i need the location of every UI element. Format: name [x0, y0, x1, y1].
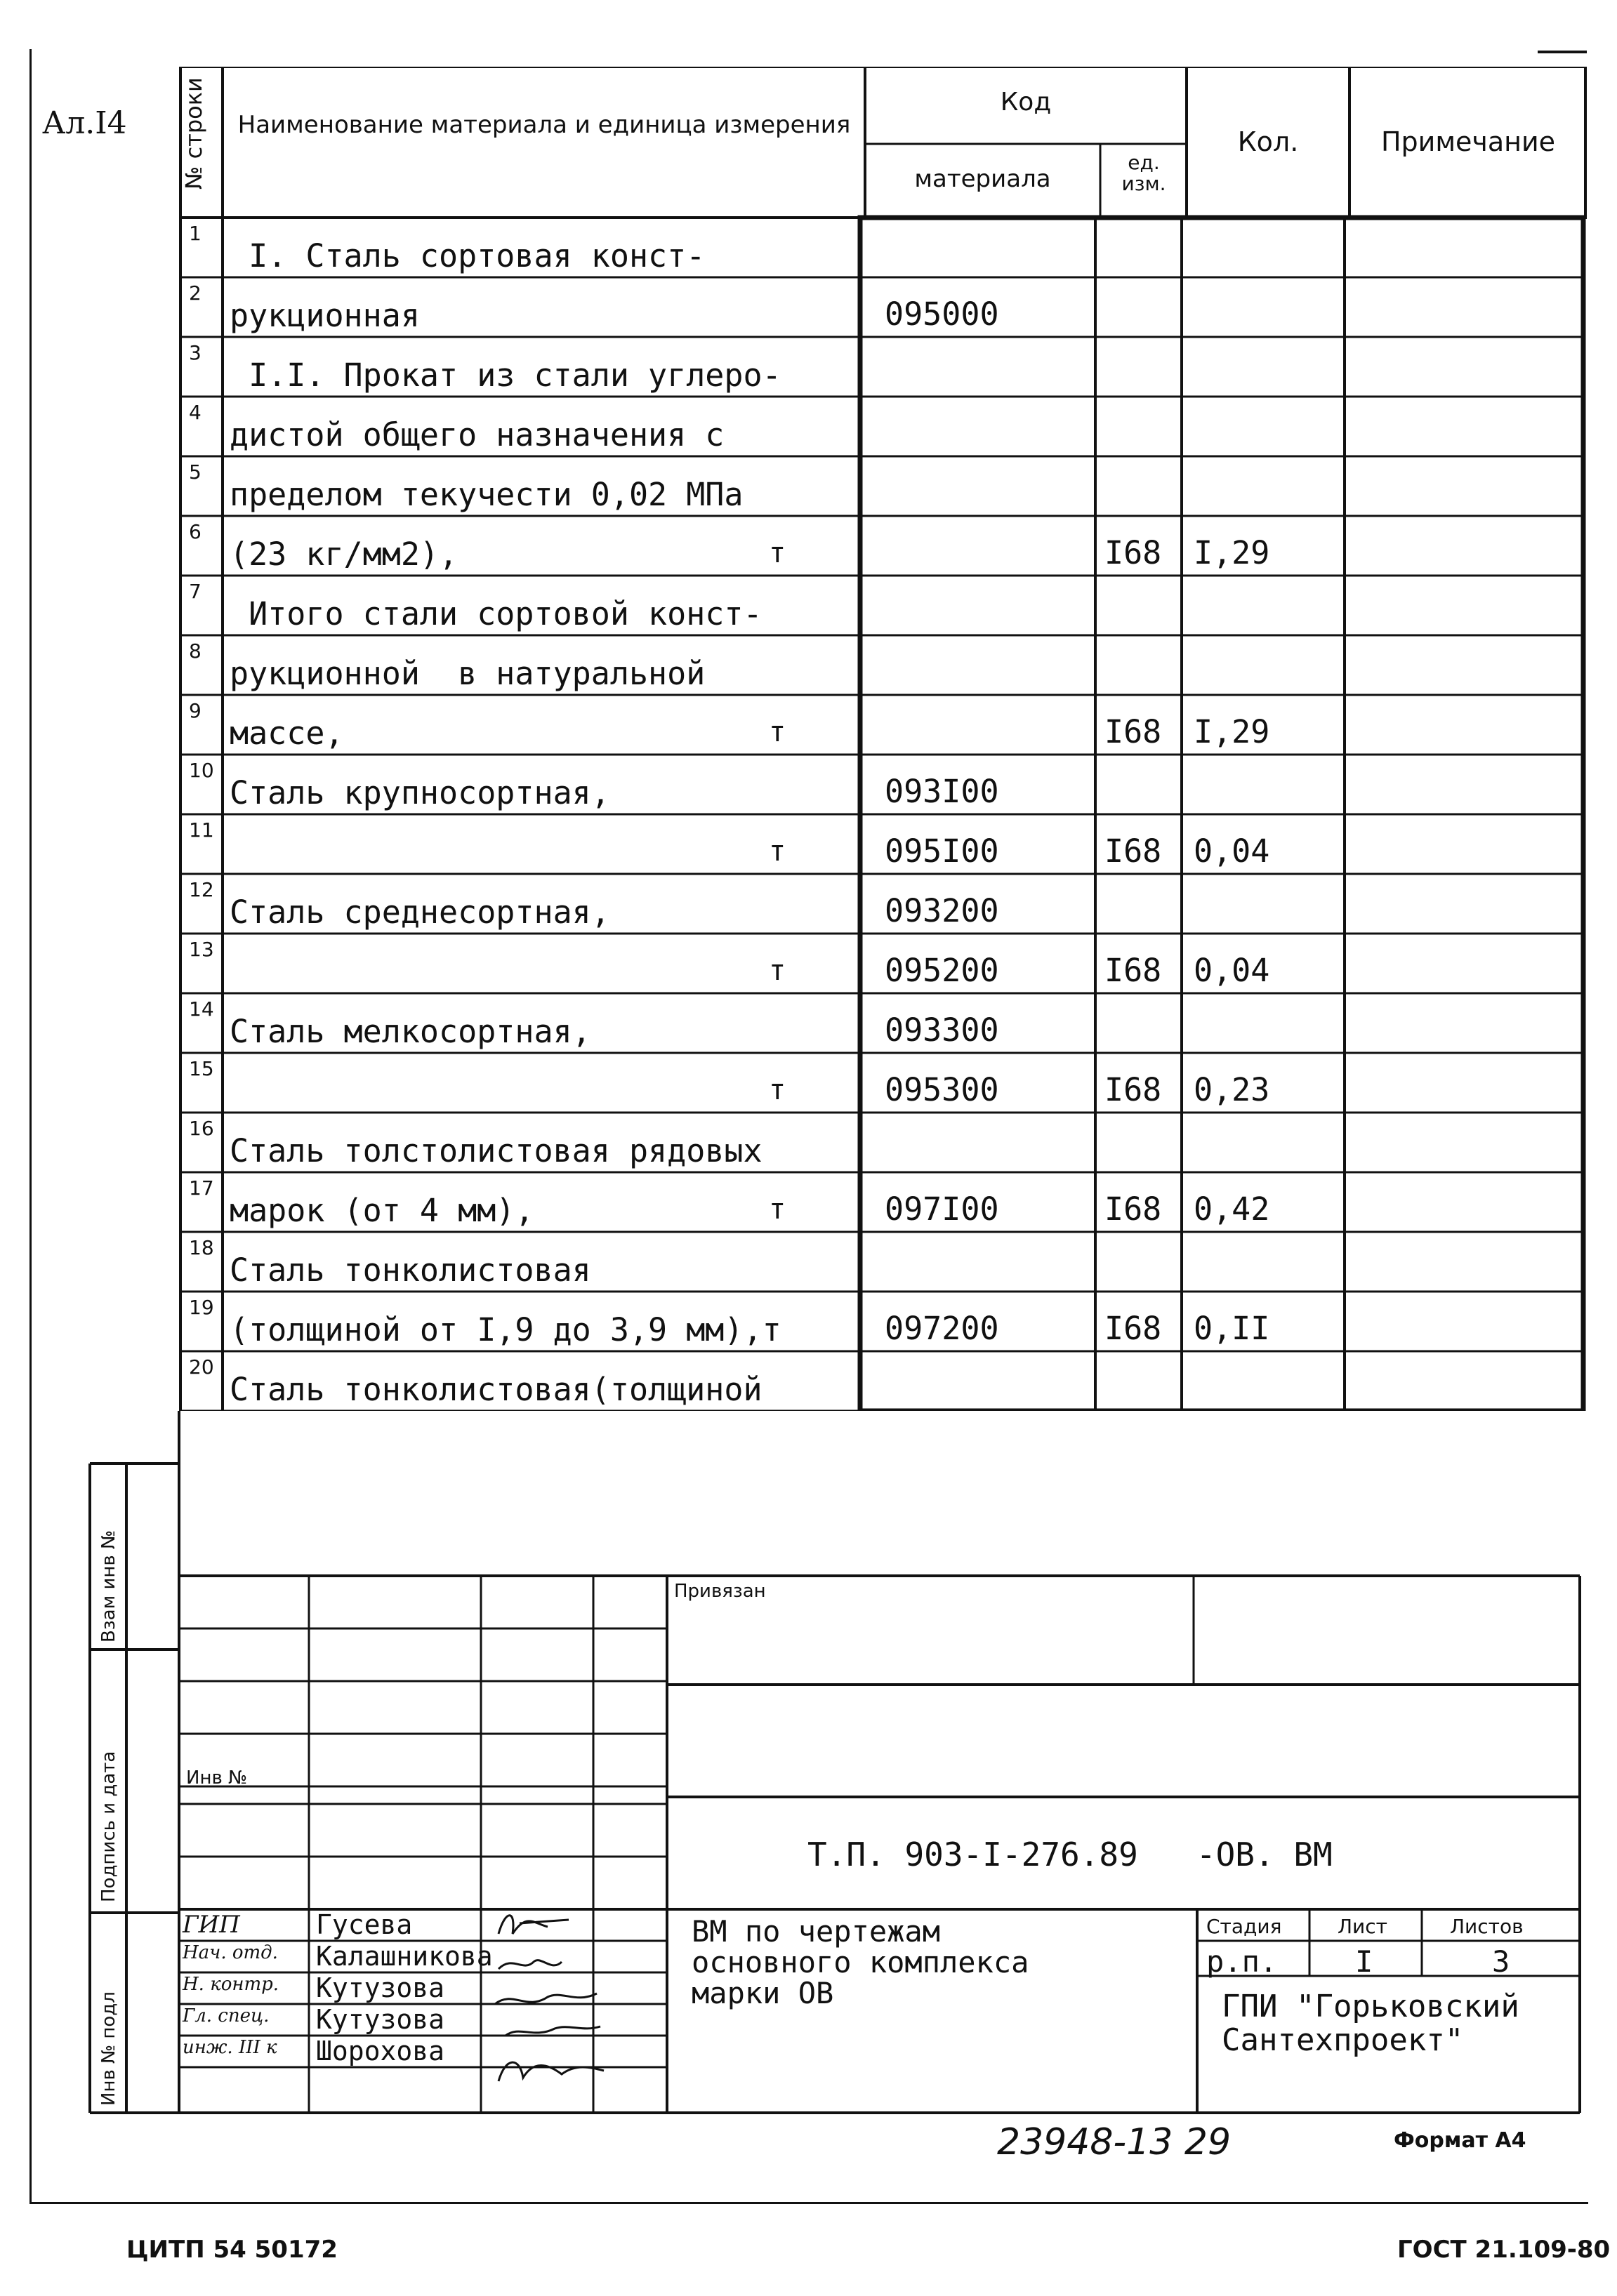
row-unit: т [769, 1193, 786, 1226]
quantity: 0,23 [1194, 1071, 1270, 1108]
material-name: рукционная [230, 297, 420, 334]
spec-table [179, 67, 1587, 1411]
unit-code: I68 [1104, 952, 1162, 989]
row-number: 9 [189, 699, 202, 722]
material-code: 095300 [885, 1071, 999, 1108]
material-name: Сталь среднесортная, [230, 894, 610, 931]
table-row [179, 218, 1587, 279]
table-row [179, 397, 1587, 458]
sheet-label: Ал.I4 [42, 105, 127, 141]
material-name: массе, [230, 715, 344, 752]
header-code-unit [1104, 152, 1183, 194]
row-number: 18 [189, 1236, 214, 1259]
quantity: 0,42 [1194, 1190, 1270, 1228]
unit-code: I68 [1104, 1071, 1162, 1108]
title-block-grid [0, 1411, 1617, 2183]
header-name [228, 109, 860, 141]
unit-code: I68 [1104, 1190, 1162, 1228]
table-row [179, 635, 1587, 697]
table-row [179, 1292, 1587, 1353]
table-row [179, 277, 1587, 339]
row-number: 19 [189, 1296, 214, 1319]
material-name: Сталь тонколистовая(толщиной [230, 1371, 763, 1408]
row-number: 20 [189, 1355, 214, 1379]
header-qty [1187, 126, 1349, 157]
privyazan-label: Привязан [674, 1581, 766, 1602]
row-unit: т [769, 716, 786, 748]
table-row [179, 516, 1587, 578]
material-code: 097I00 [885, 1190, 999, 1228]
format-label: Формат А4 [1394, 2128, 1526, 2153]
row-number: 13 [189, 938, 214, 961]
row-number: 4 [189, 401, 202, 424]
table-row [179, 934, 1587, 995]
material-name: дистой общего назначения с [230, 416, 725, 453]
document-description [692, 1916, 1029, 2009]
material-name: (23 кг/мм2), [230, 536, 458, 573]
row-number: 1 [189, 222, 202, 245]
role-label: ГИП [183, 1911, 240, 1939]
material-name: I.I. Прокат из стали углеро- [230, 357, 781, 394]
material-name: марок (от 4 мм), [230, 1192, 534, 1229]
description-line: марки ОВ [692, 1976, 834, 2010]
sheet-header: Лист [1338, 1915, 1387, 1938]
header-code-unit-label: ед. изм. [1121, 151, 1166, 195]
header-row-no [180, 60, 223, 207]
title-block [0, 1411, 1617, 2183]
table-row [179, 1172, 1587, 1234]
quantity: 0,04 [1194, 952, 1270, 989]
header-code-label: Код [1000, 88, 1052, 117]
organization-name [1222, 1990, 1519, 2057]
row-number: 6 [189, 520, 202, 543]
table-row [179, 1232, 1587, 1294]
header-note-label: Примечание [1380, 126, 1556, 157]
stamp-number: 23948-13 29 [997, 2121, 1232, 2163]
description-line: основного комплекса [692, 1945, 1029, 1979]
header-code [865, 88, 1187, 117]
frame-bottom-border [29, 2202, 1588, 2204]
side-label-vzam-inv: Взам инв № [98, 1530, 119, 1643]
sheets-value: 3 [1492, 1944, 1510, 1979]
material-name: Итого стали сортовой конст- [230, 595, 763, 632]
side-label-inv-podl: Инв № подл [98, 1991, 119, 2106]
material-name: Сталь тонколистовая [230, 1252, 591, 1289]
document-designation: Т.П. 903-I-276.89 -ОВ. ВМ [807, 1836, 1333, 1873]
material-name: рукционной в натуральной [230, 655, 706, 692]
row-number: 8 [189, 639, 202, 663]
table-row [179, 1113, 1587, 1174]
row-number: 15 [189, 1057, 214, 1080]
table-row [179, 755, 1587, 816]
material-code: 095200 [885, 952, 999, 989]
material-name: Сталь крупносортная, [230, 774, 610, 811]
table-row [179, 1053, 1587, 1115]
row-number: 3 [189, 341, 202, 364]
stage-header: Стадия [1206, 1915, 1282, 1938]
row-number: 11 [189, 818, 214, 842]
sheets-header: Листов [1450, 1915, 1524, 1938]
header-row-no-label: № строки [180, 77, 207, 190]
quantity: I,29 [1194, 713, 1270, 750]
unit-code: I68 [1104, 713, 1162, 750]
row-unit: т [769, 955, 786, 987]
role-label: Гл. спец. [183, 2005, 270, 2026]
row-number: 14 [189, 997, 214, 1021]
row-number: 7 [189, 580, 202, 603]
material-name: Сталь толстолистовая рядовых [230, 1132, 763, 1169]
header-qty-label: Кол. [1237, 126, 1299, 157]
table-row [179, 1351, 1587, 1413]
material-code: 093200 [885, 892, 999, 929]
quantity: 0,04 [1194, 832, 1270, 870]
row-unit: т [769, 1074, 786, 1106]
table-row [179, 814, 1587, 876]
role-person-name: Кутузова [316, 1972, 445, 2003]
sheet-value: I [1355, 1944, 1373, 1979]
row-number: 10 [189, 759, 214, 782]
row-unit: т [769, 537, 786, 569]
table-row [179, 874, 1587, 936]
frame-top-mark [1538, 51, 1587, 53]
role-person-name: Кутузова [316, 2004, 445, 2035]
unit-code: I68 [1104, 534, 1162, 571]
material-code: 093300 [885, 1011, 999, 1049]
table-row [179, 576, 1587, 637]
material-name: пределом текучести 0,02 МПа [230, 476, 744, 513]
unit-code: I68 [1104, 1310, 1162, 1347]
role-label: Нач. отд. [183, 1942, 278, 1963]
row-number: 5 [189, 460, 202, 484]
header-name-label: Наименование материала и единица измерения [237, 111, 851, 139]
row-number: 12 [189, 878, 214, 901]
role-person-name: Шорохова [316, 2036, 445, 2066]
header-code-material [865, 165, 1100, 193]
material-name: (толщиной от I,9 до 3,9 мм),т [230, 1311, 781, 1348]
material-name: I. Сталь сортовая конст- [230, 237, 706, 274]
row-number: 16 [189, 1117, 214, 1140]
signature-scribbles [484, 1906, 667, 2116]
stage-value: р.п. [1206, 1944, 1278, 1979]
unit-code: I68 [1104, 832, 1162, 870]
header-note [1349, 126, 1587, 157]
footer-left: ЦИТП 54 50172 [126, 2236, 338, 2264]
organization-line: Сантехпроект" [1222, 2022, 1464, 2058]
table-row [179, 456, 1587, 518]
role-person-name: Гусева [316, 1909, 413, 1940]
material-name: Сталь мелкосортная, [230, 1013, 591, 1050]
material-code: 093I00 [885, 773, 999, 810]
material-code: 095I00 [885, 832, 999, 870]
row-unit: т [769, 835, 786, 868]
inv-no-label: Инв № [186, 1767, 248, 1789]
organization-line: ГПИ "Горьковский [1222, 1989, 1519, 2024]
header-code-material-label: материала [914, 165, 1051, 193]
table-row [179, 993, 1587, 1055]
role-label: инж. III к [183, 2037, 277, 2058]
role-label: Н. контр. [183, 1974, 279, 1995]
table-row [179, 695, 1587, 757]
description-line: ВМ по чертежам [692, 1914, 941, 1949]
role-person-name: Калашникова [316, 1941, 493, 1972]
material-code: 097200 [885, 1310, 999, 1347]
quantity: I,29 [1194, 534, 1270, 571]
side-label-podpis-data: Подпись и дата [98, 1751, 119, 1902]
row-number: 17 [189, 1176, 214, 1200]
row-number: 2 [189, 281, 202, 305]
material-code: 095000 [885, 296, 999, 333]
footer-right: ГОСТ 21.109-80 [1397, 2236, 1611, 2264]
quantity: 0,II [1194, 1310, 1270, 1347]
table-row [179, 337, 1587, 399]
